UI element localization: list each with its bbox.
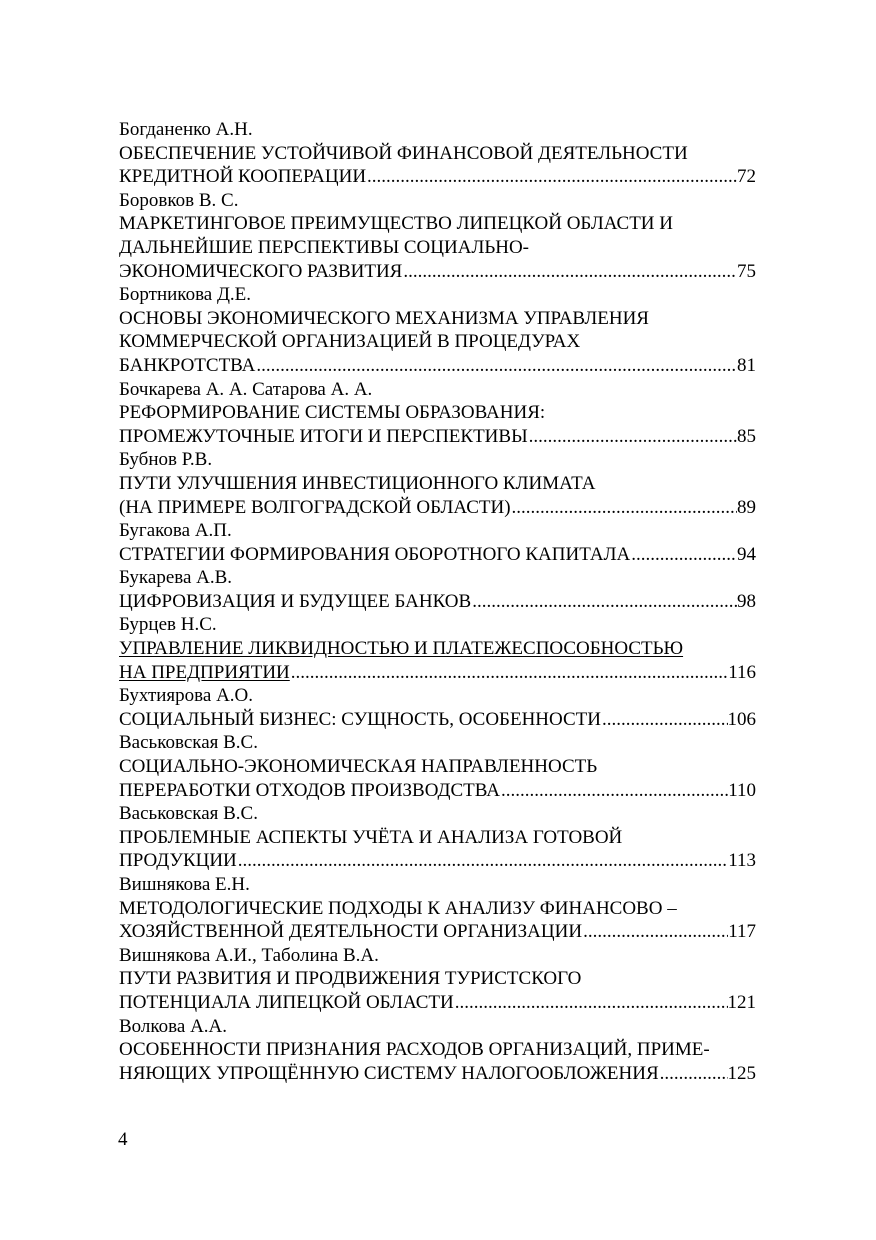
- toc-entry-page: 89: [737, 496, 756, 518]
- toc-entry-page: 110: [728, 779, 756, 801]
- toc-entry-page: 106: [727, 708, 756, 730]
- toc-entry-last-line: [119, 991, 756, 1015]
- toc-entry-title-line: ПРОБЛЕМНЫЕ АСПЕКТЫ УЧЁТА И АНАЛИЗА ГОТОВОЙ: [119, 826, 623, 848]
- toc-entry[interactable]: [119, 613, 756, 684]
- toc-entry-last-line: [119, 708, 756, 732]
- dot-leader: [367, 165, 737, 189]
- toc-entry-author: Вишнякова А.И., Таболина В.А.: [119, 944, 379, 966]
- toc-entry-title-end: КРЕДИТНОЙ КООПЕРАЦИИ: [119, 166, 367, 188]
- toc-entry-page: 125: [727, 1062, 756, 1084]
- toc-entry-title-line: ПУТИ УЛУЧШЕНИЯ ИНВЕСТИЦИОННОГО КЛИМАТА: [119, 472, 596, 494]
- table-of-contents: [119, 118, 756, 1085]
- dot-leader: [512, 496, 737, 520]
- toc-entry[interactable]: [119, 189, 756, 283]
- dot-leader: [256, 354, 737, 378]
- toc-entry-title-end: СОЦИАЛЬНЫЙ БИЗНЕС: СУЩНОСТЬ, ОСОБЕННОСТИ: [119, 708, 601, 730]
- dot-leader: [529, 425, 737, 449]
- toc-entry-last-line: [119, 165, 756, 189]
- dot-leader: [238, 849, 728, 873]
- toc-entry[interactable]: [119, 118, 756, 189]
- toc-entry[interactable]: [119, 378, 756, 449]
- toc-entry-author: Бортникова Д.Е.: [119, 284, 252, 306]
- toc-entry[interactable]: [119, 684, 756, 731]
- toc-entry[interactable]: [119, 1015, 756, 1086]
- toc-entry-title-end: ЦИФРОВИЗАЦИЯ И БУДУЩЕЕ БАНКОВ: [119, 590, 472, 612]
- toc-entry-title-end: ХОЗЯЙСТВЕННОЙ ДЕЯТЕЛЬНОСТИ ОРГАНИЗАЦИИ: [119, 921, 583, 943]
- toc-entry-last-line: [119, 543, 756, 567]
- toc-entry-author: Васьковская В.С.: [119, 732, 258, 754]
- toc-entry[interactable]: [119, 519, 756, 566]
- toc-entry-author: Васьковская В.С.: [119, 803, 258, 825]
- toc-entry-page: 116: [728, 661, 756, 683]
- toc-entry-page: 113: [728, 850, 756, 872]
- toc-entry-title-line: ОСНОВЫ ЭКОНОМИЧЕСКОГО МЕХАНИЗМА УПРАВЛЕНИЯ: [119, 307, 649, 329]
- dot-leader: [472, 590, 737, 614]
- toc-entry-author: Бурцев Н.С.: [119, 614, 217, 636]
- toc-entry-last-line: [119, 849, 756, 873]
- toc-entry-title-end: НЯЮЩИХ УПРОЩЁННУЮ СИСТЕМУ НАЛОГООБЛОЖЕНИЯ: [119, 1062, 659, 1084]
- toc-entry-title-end: ПРОДУКЦИИ: [119, 850, 237, 872]
- toc-entry-last-line: [119, 590, 756, 614]
- toc-entry-last-line: [119, 260, 756, 284]
- toc-entry-author: Волкова А.А.: [119, 1015, 228, 1037]
- toc-entry-title-end: ПОТЕНЦИАЛА ЛИПЕЦКОЙ ОБЛАСТИ: [119, 991, 454, 1013]
- toc-entry-title-line: ПУТИ РАЗВИТИЯ И ПРОДВИЖЕНИЯ ТУРИСТСКОГО: [119, 968, 582, 990]
- toc-entry-title-line: МАРКЕТИНГОВОЕ ПРЕИМУЩЕСТВО ЛИПЕЦКОЙ ОБЛАСТИ И: [119, 213, 673, 235]
- toc-entry-page: 94: [737, 543, 756, 565]
- dot-leader: [631, 543, 737, 567]
- toc-entry-title-line: МЕТОДОЛОГИЧЕСКИЕ ПОДХОДЫ К АНАЛИЗУ ФИНАНСОВО –: [119, 897, 677, 919]
- toc-entry-author: Бухтиярова А.О.: [119, 685, 254, 707]
- toc-entry-author: Богданенко А.Н.: [119, 119, 253, 140]
- dot-leader: [291, 661, 728, 685]
- dot-leader: [583, 920, 728, 944]
- toc-entry-last-line: [119, 661, 756, 685]
- toc-entry-title-end: НА ПРЕДПРИЯТИИ: [119, 661, 290, 683]
- toc-entry-last-line: [119, 425, 756, 449]
- dot-leader: [501, 779, 728, 803]
- toc-entry[interactable]: [119, 731, 756, 802]
- toc-entry-author: Боровков В. С.: [119, 189, 239, 211]
- toc-entry-title-line: ОБЕСПЕЧЕНИЕ УСТОЙЧИВОЙ ФИНАНСОВОЙ ДЕЯТЕЛЬНОСТИ: [119, 142, 688, 164]
- toc-entry[interactable]: [119, 566, 756, 613]
- toc-entry[interactable]: [119, 448, 756, 519]
- toc-entry-page: 121: [727, 991, 756, 1013]
- toc-entry-page: 98: [737, 590, 756, 612]
- toc-entry-title-end: ПРОМЕЖУТОЧНЫЕ ИТОГИ И ПЕРСПЕКТИВЫ: [119, 425, 528, 447]
- toc-entry-title-end: ПЕРЕРАБОТКИ ОТХОДОВ ПРОИЗВОДСТВА: [119, 779, 500, 801]
- toc-entry-author: Бубнов Р.В.: [119, 449, 213, 471]
- toc-entry[interactable]: [119, 873, 756, 944]
- toc-entry-author: Бугакова А.П.: [119, 520, 232, 542]
- toc-entry-last-line: [119, 496, 756, 520]
- toc-entry-title-line: РЕФОРМИРОВАНИЕ СИСТЕМЫ ОБРАЗОВАНИЯ:: [119, 402, 546, 424]
- toc-entry-title-line: КОММЕРЧЕСКОЙ ОРГАНИЗАЦИЕЙ В ПРОЦЕДУРАХ: [119, 331, 581, 353]
- toc-entry-last-line: [119, 779, 756, 803]
- toc-entry-title-line: УПРАВЛЕНИЕ ЛИКВИДНОСТЬЮ И ПЛАТЕЖЕСПОСОБНОСТЬЮ: [119, 638, 684, 660]
- toc-entry-title-end: БАНКРОТСТВА: [119, 354, 256, 376]
- toc-entry-title-end: (НА ПРИМЕРЕ ВОЛГОГРАДСКОЙ ОБЛАСТИ): [119, 496, 511, 518]
- toc-entry-title-line: ДАЛЬНЕЙШИЕ ПЕРСПЕКТИВЫ СОЦИАЛЬНО-: [119, 236, 530, 258]
- toc-entry[interactable]: [119, 944, 756, 1015]
- toc-entry-title-line: ОСОБЕННОСТИ ПРИЗНАНИЯ РАСХОДОВ ОРГАНИЗАЦИЙ, ПРИМЕ-: [119, 1039, 710, 1061]
- toc-entry-page: 81: [737, 354, 756, 376]
- dot-leader: [403, 260, 737, 284]
- toc-entry-author: Вишнякова Е.Н.: [119, 874, 250, 895]
- toc-entry[interactable]: [119, 283, 756, 377]
- toc-entry-page: 75: [737, 260, 756, 282]
- toc-entry-last-line: [119, 920, 756, 944]
- dot-leader: [602, 708, 728, 732]
- toc-entry-title-end: ЭКОНОМИЧЕСКОГО РАЗВИТИЯ: [119, 260, 403, 282]
- dot-leader: [660, 1062, 728, 1086]
- toc-entry-author: Бочкарева А. А. Сатарова А. А.: [119, 378, 373, 400]
- page-number: 4: [118, 1129, 128, 1150]
- toc-entry-title-line: СОЦИАЛЬНО-ЭКОНОМИЧЕСКАЯ НАПРАВЛЕННОСТЬ: [119, 756, 598, 778]
- toc-entry-page: 72: [737, 166, 756, 188]
- toc-entry[interactable]: [119, 802, 756, 873]
- toc-entry-last-line: [119, 354, 756, 378]
- toc-entry-title-end: СТРАТЕГИИ ФОРМИРОВАНИЯ ОБОРОТНОГО КАПИТАЛА: [119, 543, 631, 565]
- toc-entry-author: Букарева А.В.: [119, 567, 233, 589]
- dot-leader: [455, 991, 728, 1015]
- toc-entry-last-line: [119, 1062, 756, 1086]
- toc-entry-page: 117: [728, 921, 756, 943]
- toc-entry-page: 85: [737, 425, 756, 447]
